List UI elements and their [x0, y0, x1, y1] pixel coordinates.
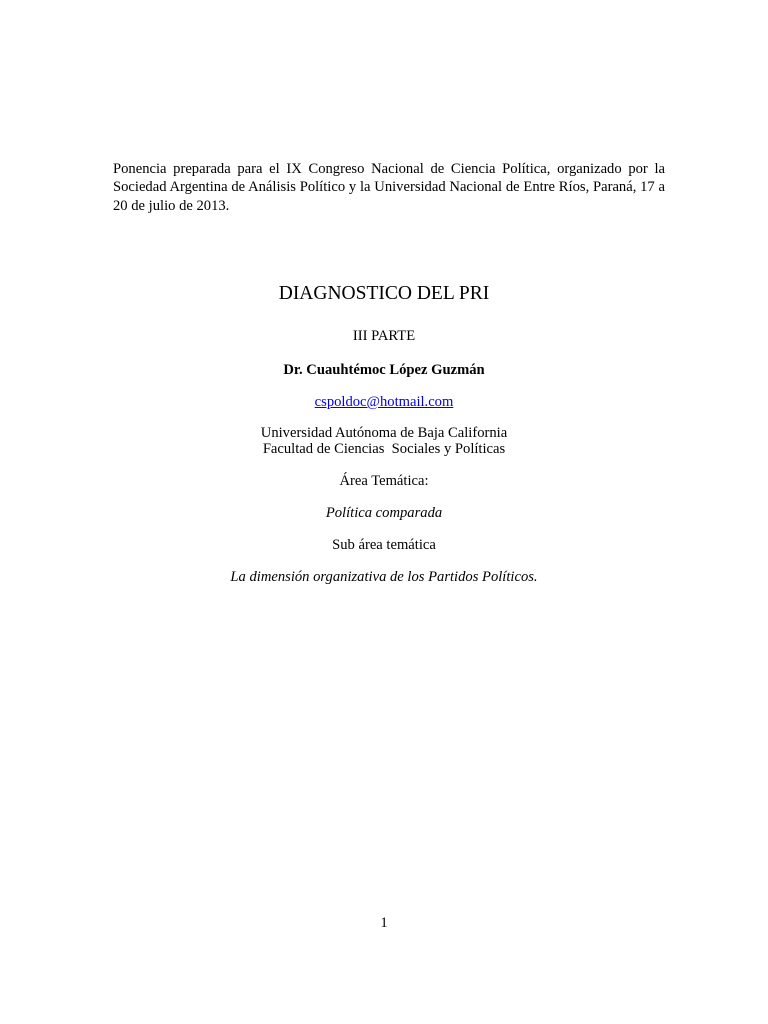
intro-paragraph: Ponencia preparada para el IX Congreso Nacional de Ciencia Política, organizado por la Sociedad Argentina de Análisis Político y la Universidad Nacional de Entre Ríos, Paraná, 17 a 20 de julio de 2013.	[113, 161, 665, 214]
author-email	[0, 393, 768, 411]
page-number: 1	[380, 915, 388, 931]
area-label: Área Temática:	[339, 473, 429, 489]
document-title: DIAGNOSTICO DEL PRI	[278, 283, 490, 304]
email-link[interactable]: cspoldoc@hotmail.com	[314, 394, 454, 410]
author-name: Dr. Cuauhtémoc López Guzmán	[283, 362, 485, 378]
faculty-name: Facultad de Ciencias Sociales y Políticas	[262, 441, 506, 457]
area-value: Política comparada	[325, 505, 443, 521]
subarea-value: La dimensión organizativa de los Partidos Políticos.	[230, 569, 538, 585]
university-name: Universidad Autónoma de Baja California	[260, 425, 508, 441]
document-subtitle: III PARTE	[352, 328, 416, 344]
subarea-label: Sub área temática	[332, 537, 436, 553]
